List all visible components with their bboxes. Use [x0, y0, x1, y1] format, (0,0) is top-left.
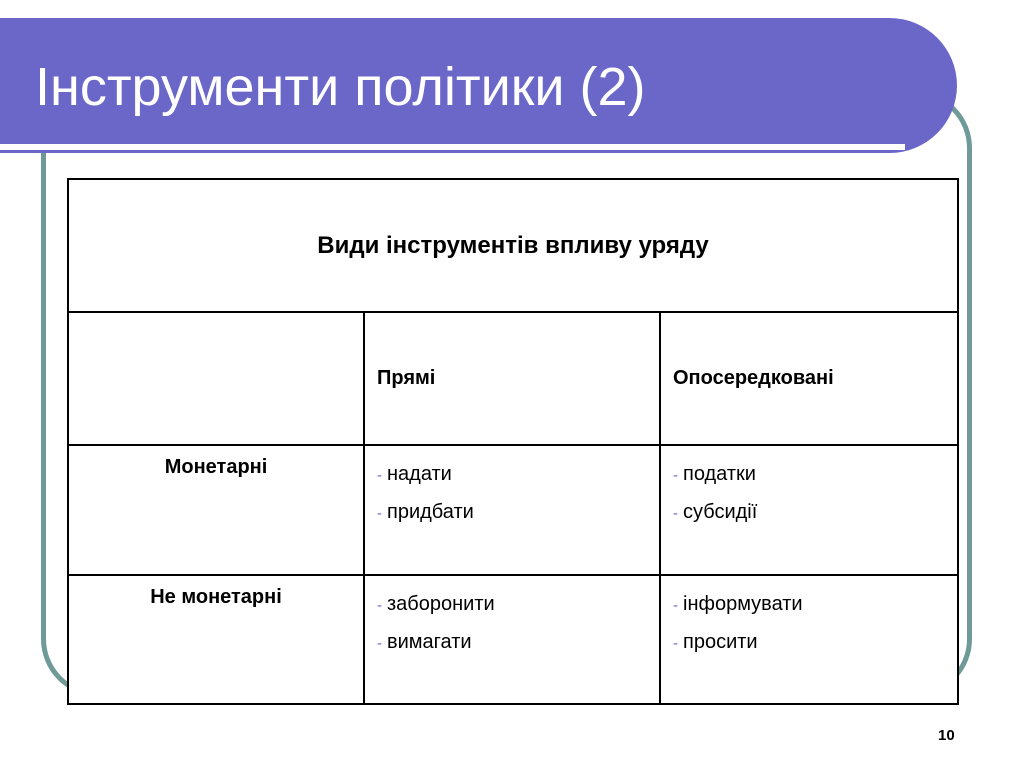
- list-item-text: придбати: [387, 501, 474, 523]
- instrument-list: [365, 576, 659, 662]
- list-item: [673, 456, 957, 494]
- bullet-dash: -: [673, 467, 678, 484]
- column-header-direct: [364, 312, 660, 445]
- list-item: [673, 624, 957, 662]
- indirect-instruments-cell: [660, 445, 958, 575]
- column-header-row: [68, 312, 958, 445]
- table-row-monetary: [68, 445, 958, 575]
- slide-number: 10: [938, 727, 955, 744]
- bullet-dash: -: [673, 505, 678, 522]
- list-item-text: субсидії: [683, 501, 758, 523]
- title-underline: [0, 144, 905, 150]
- list-item-text: інформувати: [683, 592, 803, 615]
- bullet-dash: -: [377, 467, 382, 484]
- list-item: [377, 586, 659, 624]
- list-item-text: вимагати: [387, 630, 472, 653]
- instruments-table: [67, 178, 959, 705]
- list-item-text: податки: [683, 463, 756, 485]
- list-item: [377, 624, 659, 662]
- row-label-cell: [68, 445, 364, 575]
- list-item-text: надати: [387, 463, 452, 485]
- instrument-list: [661, 446, 957, 532]
- table-header-title: Види інструментів впливу уряду: [317, 231, 709, 259]
- list-item: [673, 494, 957, 532]
- instrument-list: [661, 576, 957, 662]
- row-label-cell: [68, 575, 364, 705]
- column-header-label: Прямі: [377, 367, 436, 389]
- direct-instruments-cell: [364, 445, 660, 575]
- table-header-row: [68, 179, 958, 312]
- table-header-cell: [68, 179, 958, 312]
- title-bar: [0, 18, 957, 153]
- bullet-dash: -: [377, 596, 382, 614]
- list-item: [377, 456, 659, 494]
- list-item-text: просити: [683, 630, 758, 653]
- row-label: Монетарні: [164, 456, 268, 478]
- list-item: [673, 586, 957, 624]
- column-header-label: Опосередковані: [673, 367, 834, 389]
- bullet-dash: -: [673, 634, 678, 652]
- row-label: Не монетарні: [150, 585, 282, 608]
- indirect-instruments-cell: [660, 575, 958, 705]
- slide-title: Інструменти політики (2): [35, 57, 646, 117]
- bullet-dash: -: [377, 634, 382, 652]
- list-item: [377, 494, 659, 532]
- instrument-list: [365, 446, 659, 532]
- direct-instruments-cell: [364, 575, 660, 705]
- bullet-dash: -: [377, 505, 382, 522]
- column-header-indirect: [660, 312, 958, 445]
- column-header-empty: [68, 312, 364, 445]
- list-item-text: заборонити: [387, 592, 495, 615]
- bullet-dash: -: [673, 596, 678, 614]
- table-row-non-monetary: [68, 575, 958, 705]
